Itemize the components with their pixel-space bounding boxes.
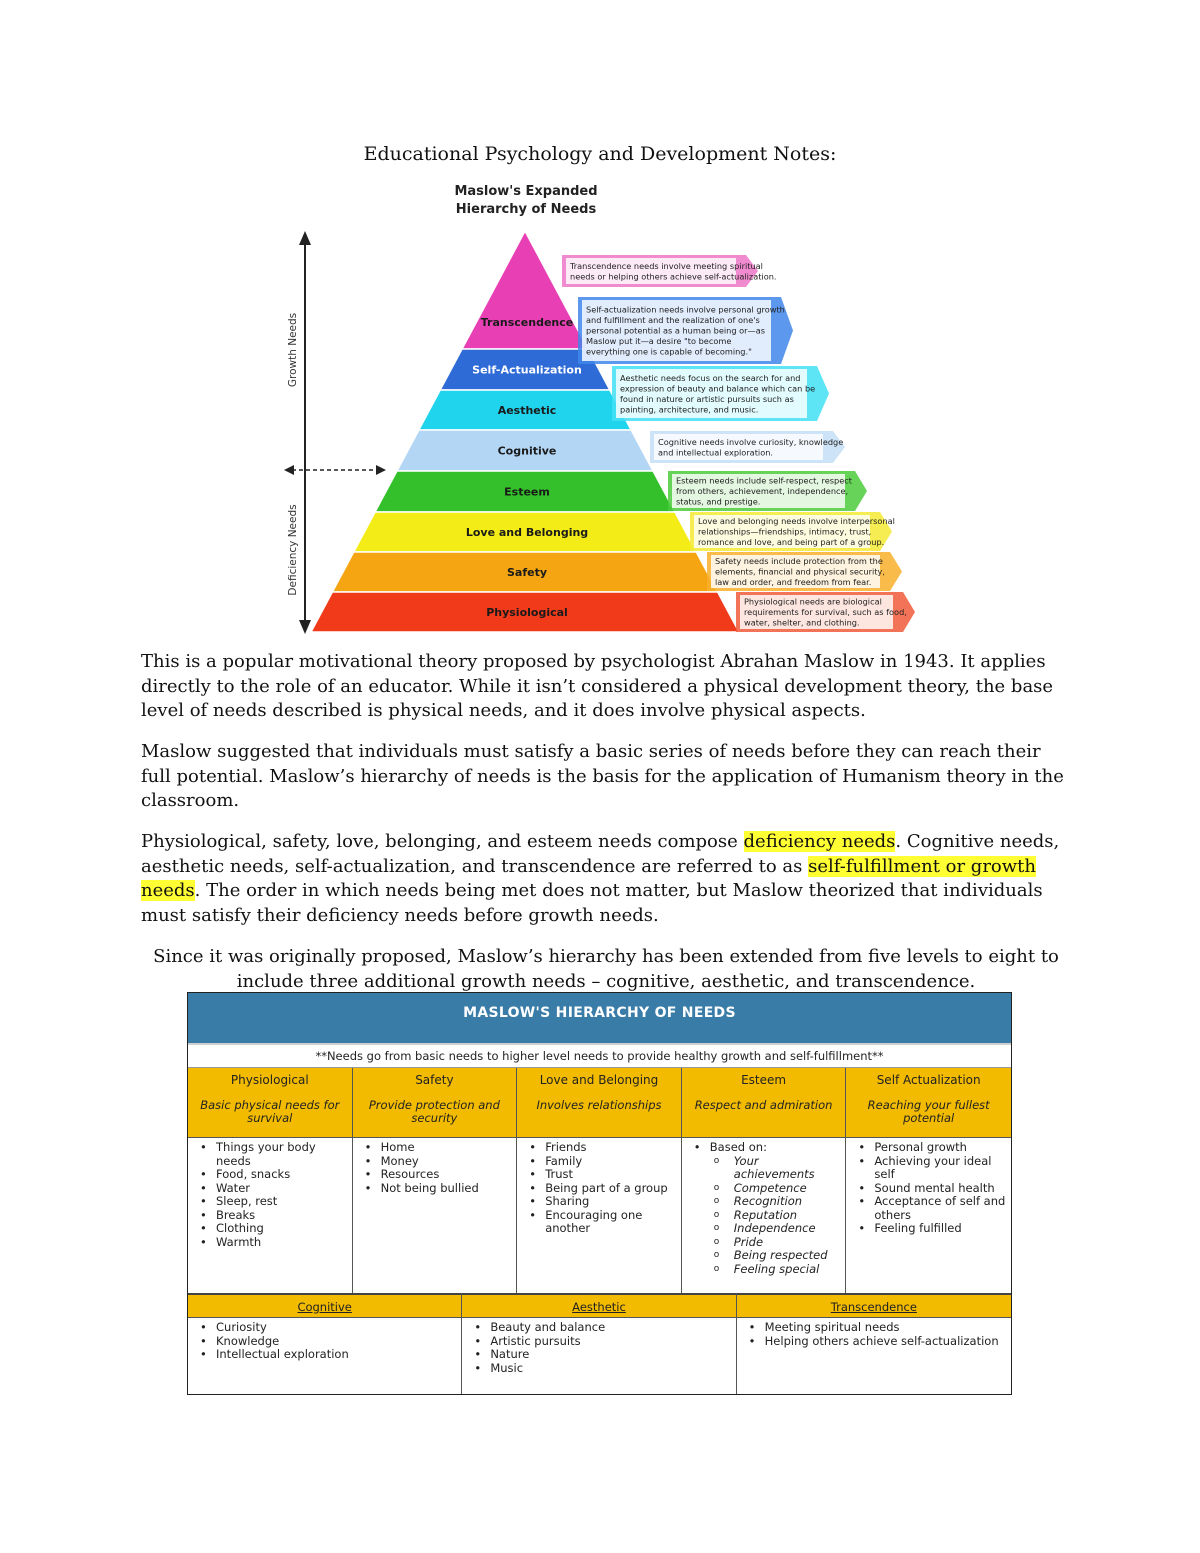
callout-text: law and order, and freedom from fear. [715, 577, 872, 587]
table-list-item: • Breaks [196, 1209, 348, 1223]
table-list-item: • Things your body needs [196, 1141, 348, 1168]
table-list-item: • Warmth [196, 1236, 348, 1250]
table-item-list [470, 1321, 731, 1375]
table-category-description: Respect and admiration [694, 1098, 833, 1112]
page-title: Educational Psychology and Development Notes: [363, 143, 837, 165]
table-list-item: • Encouraging one another [525, 1209, 677, 1236]
callout-text: Self-actualization needs involve personal growth [586, 304, 785, 315]
callout-text: Cognitive needs involve curiosity, knowledge [658, 436, 844, 447]
axis-arrow-up [299, 231, 311, 245]
p3-text-a: Physiological, safety, love, belonging, and esteem needs compose [141, 831, 744, 852]
table-list-item: • Artistic pursuits [470, 1335, 731, 1349]
callout-text: expression of beauty and balance which can be [620, 383, 816, 394]
table-list-item: • Sleep, rest [196, 1195, 348, 1209]
table-list-item: • Clothing [196, 1222, 348, 1236]
table-list-item: • Curiosity [196, 1321, 457, 1335]
axis-label-growth: Growth Needs [287, 312, 299, 388]
table-item-list [196, 1321, 457, 1362]
table-list-item: • Being part of a group [525, 1182, 677, 1196]
table-category-cell [682, 1138, 847, 1293]
table-list-item: • Beauty and balance [470, 1321, 731, 1335]
table-subitem-list [710, 1155, 842, 1277]
table-growth-cell [462, 1318, 736, 1394]
table-list-item: • Music [470, 1362, 731, 1376]
table-growth-header: Aesthetic [462, 1293, 736, 1318]
table-list-item: • Feeling fulfilled [854, 1222, 1007, 1236]
callout-text: Esteem needs include self-respect, respect [676, 475, 852, 486]
pyramid-level-0 [462, 231, 588, 349]
callout-text: water, shelter, and clothing. [744, 617, 860, 628]
table-item-list [361, 1141, 513, 1195]
table-list-item: • Friends [525, 1141, 677, 1155]
table-category-cell [353, 1138, 518, 1293]
callout-text: from others, achievement, independence, [676, 486, 849, 496]
pyramid-level-label: Physiological [486, 606, 568, 619]
divider-arrow-left [284, 465, 294, 475]
table-list-item: • Water [196, 1182, 348, 1196]
table-category-header [353, 1068, 518, 1138]
divider-arrow-right [376, 465, 386, 475]
callout-text: needs or helping others achieve self-actualization. [570, 271, 777, 282]
callout-text: Safety needs include protection from the [715, 556, 883, 566]
table-list-subitem: o Pride [710, 1236, 842, 1250]
p3-text-c: . The order in which needs being met does not matter, but Maslow theorized that individuals must satisfy their deficiency needs before growth needs. [141, 880, 1043, 926]
callout-text: Aesthetic needs focus on the search for and [620, 372, 801, 383]
table-item-list [854, 1141, 1007, 1236]
table-list-item: • Money [361, 1155, 513, 1169]
table-category-description: Reaching your fullest potential [867, 1098, 990, 1125]
callout-text: found in nature or artistic pursuits such as [620, 393, 794, 404]
table-list-item: • Meeting spiritual needs [745, 1321, 1007, 1335]
pyramid-level-label: Transcendence [480, 316, 574, 329]
table-growth-cell [737, 1318, 1011, 1394]
pyramid-level-label: Cognitive [497, 444, 557, 458]
table-item-list [690, 1141, 842, 1276]
table-category-name: Love and Belonging [539, 1073, 659, 1087]
axis-arrow-down [299, 620, 311, 634]
table-growth-header: Transcendence [737, 1293, 1011, 1318]
table-list-subitem: o Feeling special [710, 1263, 842, 1277]
table-list-item: • Trust [525, 1168, 677, 1182]
table-list-subitem: o Recognition [710, 1195, 842, 1209]
table-list-item: • Sound mental health [854, 1182, 1007, 1196]
table-list-item: • Knowledge [196, 1335, 457, 1349]
table-item-list [196, 1141, 348, 1249]
table-top-header-row [188, 1068, 1011, 1138]
pyramid-level-label: Love and Belonging [465, 526, 589, 539]
callout-text: requirements for survival, such as food, [744, 607, 907, 617]
table-subtitle: **Needs go from basic needs to higher level needs to provide healthy growth and self-fulfillment** [188, 1045, 1011, 1068]
table-category-name: Safety [415, 1073, 454, 1087]
table-top-body-row [188, 1138, 1011, 1293]
callout-text: Transcendence needs involve meeting spiritual [570, 260, 763, 271]
table-list-item: • Not being bullied [361, 1182, 513, 1196]
pyramid-title-line2: Hierarchy of Needs [455, 202, 597, 217]
callout-text: status, and prestige. [676, 496, 761, 507]
callout-text: romance and love, and being part of a group. [698, 537, 885, 547]
pyramid-level-label: Safety [506, 566, 548, 579]
table-bottom-header-row [188, 1293, 1011, 1318]
table-list-item: • Personal growth [854, 1141, 1007, 1155]
paragraph-intro: This is a popular motivational theory proposed by psychologist Abrahan Maslow in 1943. It applies directly to the role of an educator. While it isn’t considered a physical development theory, the base level of needs described is physical needs, and it does involve physical aspects. [141, 651, 1054, 721]
table-list-item: • Intellectual exploration [196, 1348, 457, 1362]
table-growth-header: Cognitive [188, 1293, 462, 1318]
callout-text: and intellectual exploration. [658, 447, 773, 458]
table-growth-cell [188, 1318, 462, 1394]
table-category-description: Involves relationships [536, 1098, 662, 1112]
table-category-name: Self Actualization [876, 1073, 981, 1087]
callout-text: relationships—friendships, intimacy, trust, [698, 526, 872, 537]
table-category-description: Basic physical needs for survival [200, 1098, 340, 1125]
callout-text: Love and belonging needs involve interpersonal [698, 516, 895, 526]
table-list-subitem: o Being respected [710, 1249, 842, 1263]
table-list-subitem: o Competence [710, 1182, 842, 1196]
table-list-subitem: o Independence [710, 1222, 842, 1236]
table-list-item: • Acceptance of self and others [854, 1195, 1007, 1222]
callout-text: and fulfillment and the realization of one's [586, 315, 760, 325]
p3-text-b: . Cognitive needs, aesthetic needs, self-actualization, and transcendence are referred to as [141, 831, 1060, 877]
table-category-header [682, 1068, 847, 1138]
table-list-item: • Achieving your ideal self [854, 1155, 1007, 1182]
callout-text: Maslow put it—a desire "to become [586, 336, 732, 346]
table-category-description: Provide protection and security [368, 1098, 500, 1125]
table-list-item: • Helping others achieve self-actualization [745, 1335, 1007, 1349]
callout-text: everything one is capable of becoming." [586, 346, 752, 357]
callout-text: Physiological needs are biological [744, 596, 882, 607]
table-item-list [745, 1321, 1007, 1348]
paragraph-deficiency-growth [141, 830, 1071, 928]
callout-text: painting, architecture, and music. [620, 404, 759, 415]
table-category-header [517, 1068, 682, 1138]
highlight-growth-needs: self-fulfillment or growth needs [141, 855, 1037, 901]
highlight-deficiency-needs: deficiency needs [743, 831, 896, 852]
table-list-item: • Resources [361, 1168, 513, 1182]
callout-text: personal potential as a human being or—as [586, 325, 765, 336]
pyramid-level-label: Aesthetic [497, 404, 557, 417]
table-category-header [846, 1068, 1011, 1138]
table-category-name: Esteem [741, 1073, 787, 1087]
pyramid-level-label: Esteem [504, 485, 550, 499]
maslow-table [187, 992, 1012, 1395]
table-category-cell [846, 1138, 1011, 1293]
table-list-item: • Based on: o Your achievements o Competence o Recognition o Reputation o Independence o Pride o Being respected o Feeling special [690, 1141, 842, 1276]
pyramid-level-label: Self-Actualization [472, 363, 582, 377]
maslow-pyramid-diagram [0, 0, 1200, 650]
table-category-header [188, 1068, 353, 1138]
axis-label-deficiency: Deficiency Needs [287, 504, 299, 596]
table-title: MASLOW'S HIERARCHY OF NEEDS [188, 993, 1011, 1045]
pyramid-title-line1: Maslow's Expanded [454, 184, 598, 199]
table-list-item: • Family [525, 1155, 677, 1169]
table-bottom-body-row [188, 1318, 1011, 1394]
table-list-item: • Nature [470, 1348, 731, 1362]
table-list-item: • Sharing [525, 1195, 677, 1209]
paragraph-maslow-suggested: Maslow suggested that individuals must satisfy a basic series of needs before they can reach their full potential. Maslow’s hierarchy of needs is the basis for the application of Humanism theory in the classroom. [141, 741, 1064, 811]
table-item-list [525, 1141, 677, 1236]
table-list-item: • Food, snacks [196, 1168, 348, 1182]
table-category-cell [517, 1138, 682, 1293]
table-list-subitem: o Your achievements [710, 1155, 842, 1182]
paragraph-extended-hierarchy: Since it was originally proposed, Maslow’s hierarchy has been extended from five levels to eight to include three additional growth needs – cognitive, aesthetic, and transcendence. [153, 946, 1059, 992]
table-list-item: • Home [361, 1141, 513, 1155]
table-category-name: Physiological [230, 1073, 309, 1087]
table-list-subitem: o Reputation [710, 1209, 842, 1223]
callout-text: elements, financial and physical security, [715, 566, 885, 577]
table-category-cell [188, 1138, 353, 1293]
